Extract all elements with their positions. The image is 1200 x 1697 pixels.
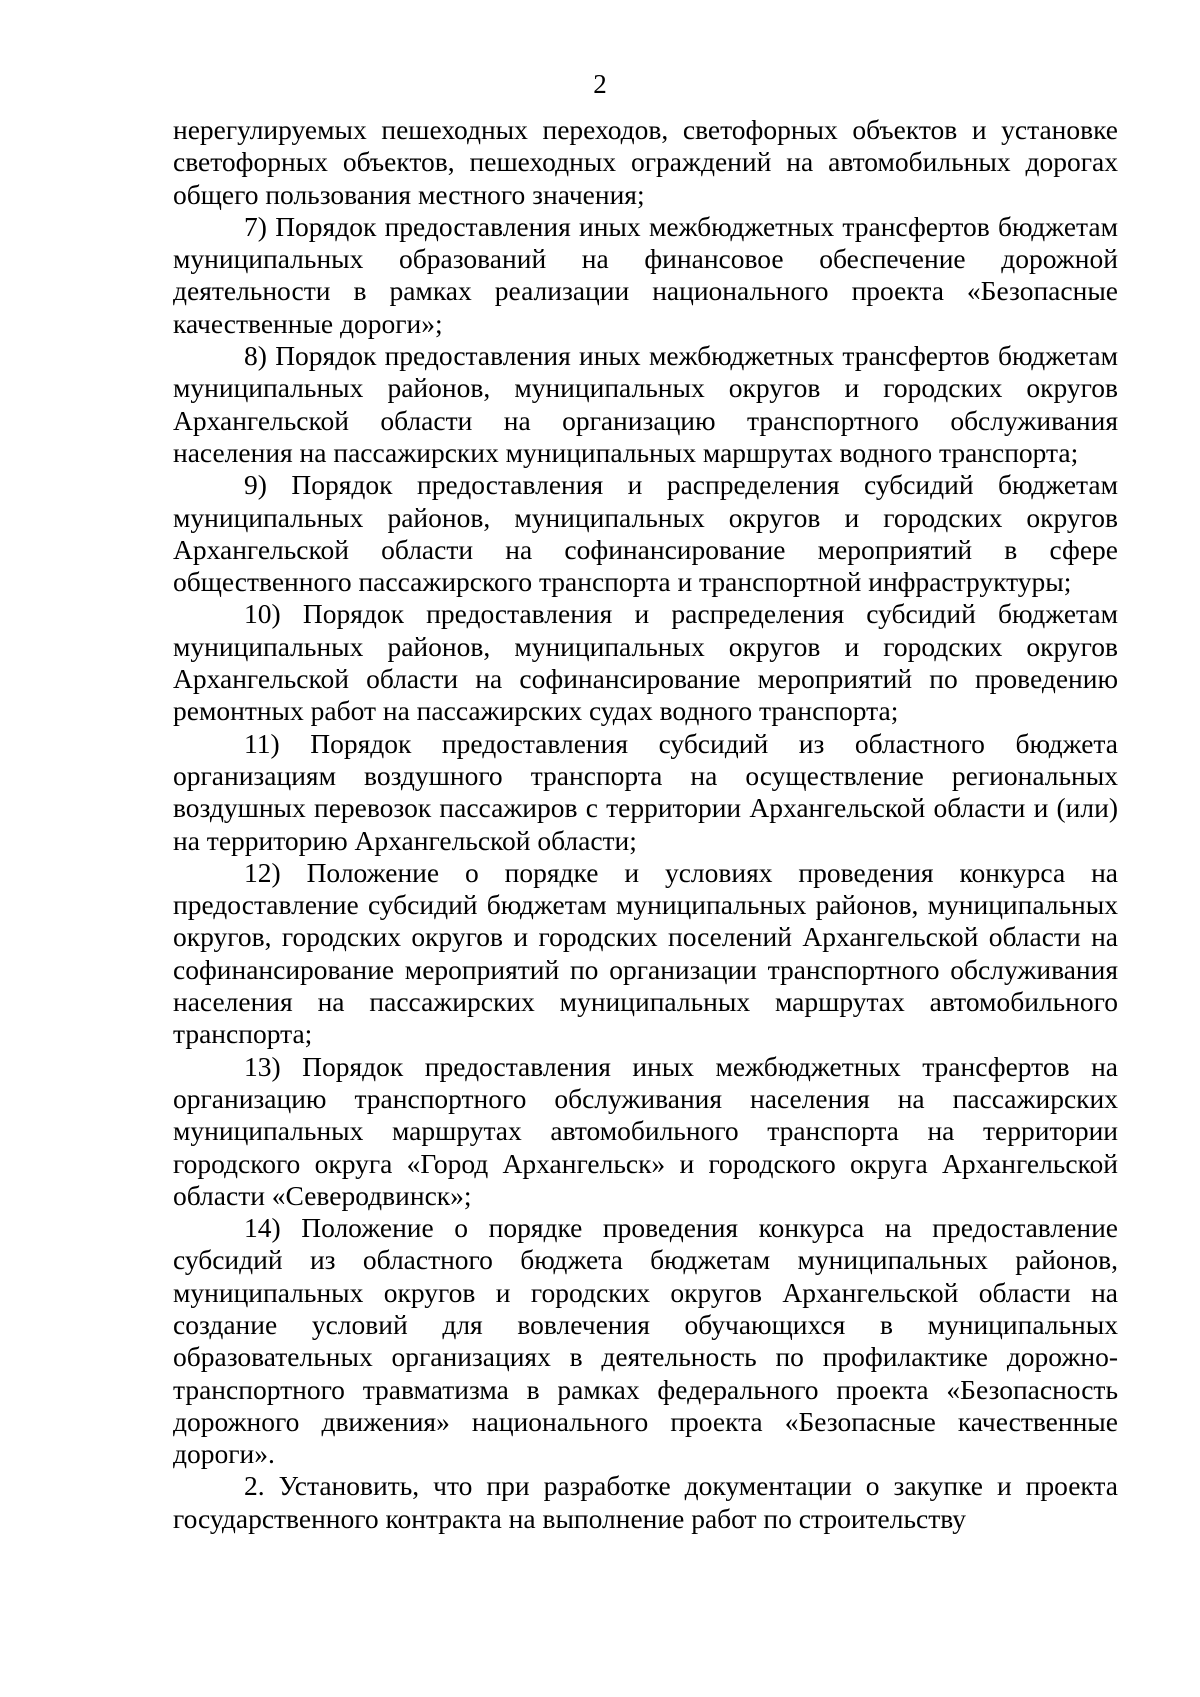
paragraph: 2. Установить, что при разработке документации о закупке и проекта государственного контракта на выполнение работ по строительству xyxy=(173,1470,1118,1534)
paragraph: 13) Порядок предоставления иных межбюджетных трансфертов на организацию транспортного обслуживания населения на пассажирских муниципальных маршрутах автомобильного транспорта на территории городского округа «Город Архангельск» и городского округа Архангельской области «Северодвинск»; xyxy=(173,1050,1118,1211)
paragraph: 12) Положение о порядке и условиях проведения конкурса на предоставление субсидий бюджетам муниципальных районов, муниципальных округов, городских округов и городских поселений Архангельской области на софинансирование мероприятий по организации транспортного обслуживания населения на пассажирских муниципальных маршрутах автомобильного транспорта; xyxy=(173,856,1118,1050)
paragraph: 10) Порядок предоставления и распределения субсидий бюджетам муниципальных районов, муниципальных округов и городских округов Архангельской области на софинансирование мероприятий по проведению ремонтных работ на пассажирских судах водного транспорта; xyxy=(173,598,1118,727)
paragraph: 11) Порядок предоставления субсидий из областного бюджета организациям воздушного транспорта на осуществление региональных воздушных перевозок пассажиров с территории Архангельской области и (или) на территорию Архангельской области; xyxy=(173,727,1118,856)
paragraph: 9) Порядок предоставления и распределения субсидий бюджетам муниципальных районов, муниципальных округов и городских округов Архангельской области на софинансирование мероприятий в сфере общественного пассажирского транспорта и транспортной инфраструктуры; xyxy=(173,469,1118,598)
paragraph: 8) Порядок предоставления иных межбюджетных трансфертов бюджетам муниципальных районов, муниципальных округов и городских округов Архангельской области на организацию транспортного обслуживания населения на пассажирских муниципальных маршрутах водного транспорта; xyxy=(173,340,1118,468)
paragraph: 14) Положение о порядке проведения конкурса на предоставление субсидий из областного бюджета бюджетам муниципальных районов, муниципальных округов и городских округов Архангельской области на создание условий для вовлечения обучающихся в муниципальных образовательных организациях в деятельность по профилактике дорожно-транспортного травматизма в рамках федерального проекта «Безопасность дорожного движения» национального проекта «Безопасные качественные дороги». xyxy=(173,1212,1118,1470)
paragraph: нерегулируемых пешеходных переходов, светофорных объектов и установке светофорных объектов, пешеходных ограждений на автомобильных дорогах общего пользования местного значения; xyxy=(173,114,1118,210)
document-body xyxy=(173,114,1118,1535)
paragraph: 7) Порядок предоставления иных межбюджетных трансфертов бюджетам муниципальных образований на финансовое обеспечение дорожной деятельности в рамках реализации национального проекта «Безопасные качественные дороги»; xyxy=(173,210,1118,339)
page-number: 2 xyxy=(593,69,607,99)
